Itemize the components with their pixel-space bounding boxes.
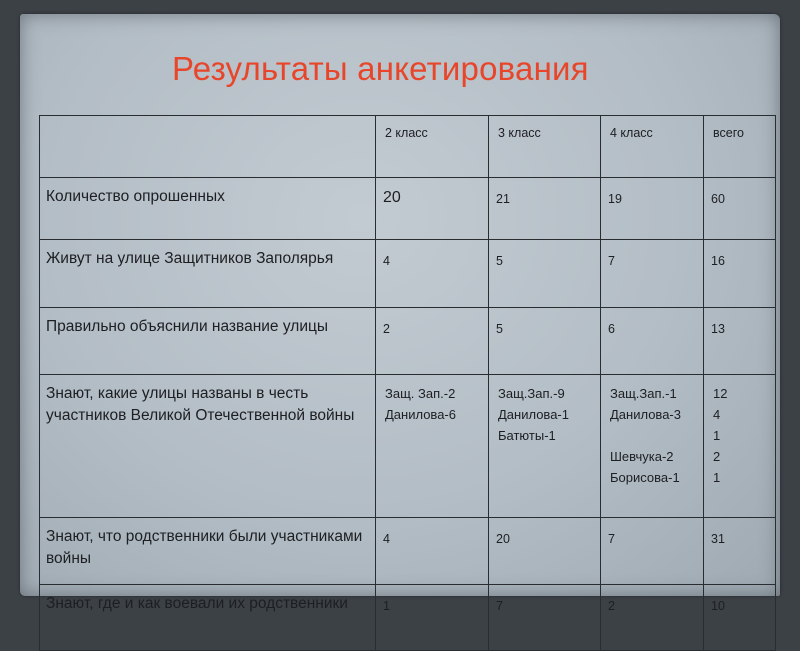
cell-total: 60 — [704, 178, 776, 240]
row-label: Количество опрошенных — [40, 178, 376, 240]
cell-line: Шевчука-2 — [610, 449, 674, 464]
cell-line: Защ.Зап.-1 — [610, 386, 677, 401]
row-label: Знают, что родственники были участниками войны — [40, 518, 376, 585]
cell-total — [704, 375, 776, 518]
header-cell-total: всего — [704, 116, 776, 178]
cell-total: 13 — [704, 308, 776, 375]
cell-grade-3: 21 — [489, 178, 601, 240]
cell-line: Защ. Зап.-2 — [385, 386, 456, 401]
cell-grade-3: 7 — [489, 585, 601, 651]
cell-line: Батюты-1 — [498, 428, 556, 443]
cell-grade-2: 4 — [376, 518, 489, 585]
row-label: Знают, какие улицы названы в честь участников Великой Отечественной войны — [40, 375, 376, 518]
cell-line: Защ.Зап.-9 — [498, 386, 565, 401]
table-row — [40, 240, 776, 308]
cell-grade-4: 7 — [601, 518, 704, 585]
cell-total: 16 — [704, 240, 776, 308]
table-row — [40, 585, 776, 651]
cell-line: Данилова-3 — [610, 407, 681, 422]
table-header-row — [40, 116, 776, 178]
cell-total: 31 — [704, 518, 776, 585]
cell-line: Борисова-1 — [610, 470, 680, 485]
table-row — [40, 518, 776, 585]
cell-line: 4 — [713, 407, 721, 422]
cell-grade-4: 7 — [601, 240, 704, 308]
cell-line: Данилова-6 — [385, 407, 456, 422]
cell-line — [610, 425, 697, 446]
cell-line: 1 — [713, 470, 721, 485]
cell-grade-2: 20 — [376, 178, 489, 240]
header-cell-grade-2: 2 класс — [376, 116, 489, 178]
table-row — [40, 375, 776, 518]
cell-grade-4: 6 — [601, 308, 704, 375]
cell-line: 1 — [713, 428, 721, 443]
page-title: Результаты анкетирования — [172, 50, 589, 87]
cell-grade-3: 5 — [489, 240, 601, 308]
table-row — [40, 178, 776, 240]
row-label: Знают, где и как воевали их родственники — [40, 585, 376, 651]
row-label: Правильно объяснили название улицы — [40, 308, 376, 375]
cell-grade-3: 5 — [489, 308, 601, 375]
row-label: Живут на улице Защитников Заполярья — [40, 240, 376, 308]
header-cell-empty — [40, 116, 376, 178]
survey-results-table — [39, 115, 776, 651]
cell-grade-4: 2 — [601, 585, 704, 651]
cell-grade-4: 19 — [601, 178, 704, 240]
header-cell-grade-4: 4 класс — [601, 116, 704, 178]
cell-total: 10 — [704, 585, 776, 651]
cell-grade-2: 2 — [376, 308, 489, 375]
cell-grade-4 — [601, 375, 704, 518]
cell-grade-2: 4 — [376, 240, 489, 308]
cell-line: 12 — [713, 386, 728, 401]
header-cell-grade-3: 3 класс — [489, 116, 601, 178]
cell-grade-2: 1 — [376, 585, 489, 651]
cell-grade-2 — [376, 375, 489, 518]
table-row — [40, 308, 776, 375]
cell-grade-3 — [489, 375, 601, 518]
cell-line: Данилова-1 — [498, 407, 569, 422]
cell-line: 2 — [713, 449, 721, 464]
cell-grade-3: 20 — [489, 518, 601, 585]
